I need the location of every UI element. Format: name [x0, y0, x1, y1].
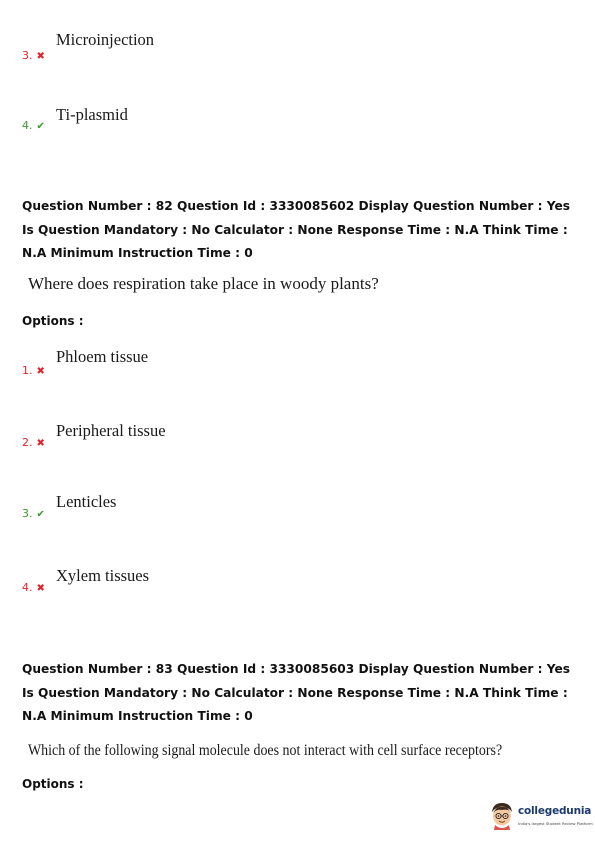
option-text: Xylem tissues	[56, 566, 150, 585]
option-number: 4. ✔	[22, 119, 45, 132]
option-text: Microinjection	[56, 30, 155, 49]
correct-check-icon: ✔	[36, 509, 45, 520]
option-number: 4. ✖	[22, 581, 45, 594]
wrong-mark-icon: ✖	[36, 51, 45, 62]
wrong-mark-icon: ✖	[36, 583, 45, 594]
option-text: Peripheral tissue	[56, 421, 166, 440]
option-number: 3. ✖	[22, 49, 45, 62]
student-mascot-icon	[489, 801, 515, 831]
logo-brand-text: collegedunia	[518, 805, 592, 817]
option-text: Ti-plasmid	[56, 105, 128, 124]
question-meta-83: Question Number : 83 Question Id : 3330085603 Display Question Number : Yes Is Question Mandatory : No Calculator : None Response Time : N.A Think Time : N.A Minimum Instruction Time : 0	[22, 662, 571, 723]
option-text: Lenticles	[56, 492, 117, 511]
option-number: 1. ✖	[22, 364, 45, 377]
correct-check-icon: ✔	[36, 121, 45, 132]
question-meta-82: Question Number : 82 Question Id : 3330085602 Display Question Number : Yes Is Question Mandatory : No Calculator : None Response Time : N.A Think Time : N.A Minimum Instruction Time : 0	[22, 199, 571, 260]
question-text-83: Which of the following signal molecule does not interact with cell surface receptors?	[28, 742, 503, 759]
option-text: Phloem tissue	[56, 347, 149, 366]
option-number: 3. ✔	[22, 507, 45, 520]
collegedunia-logo	[489, 801, 593, 833]
options-label-83: Options :	[22, 777, 84, 791]
question-text-82: Where does respiration take place in woody plants?	[28, 274, 379, 293]
logo-tagline: India's largest Student Review Platform	[518, 821, 593, 826]
wrong-mark-icon: ✖	[36, 438, 45, 449]
wrong-mark-icon: ✖	[36, 366, 45, 377]
option-number: 2. ✖	[22, 436, 45, 449]
options-label-82: Options :	[22, 314, 84, 328]
